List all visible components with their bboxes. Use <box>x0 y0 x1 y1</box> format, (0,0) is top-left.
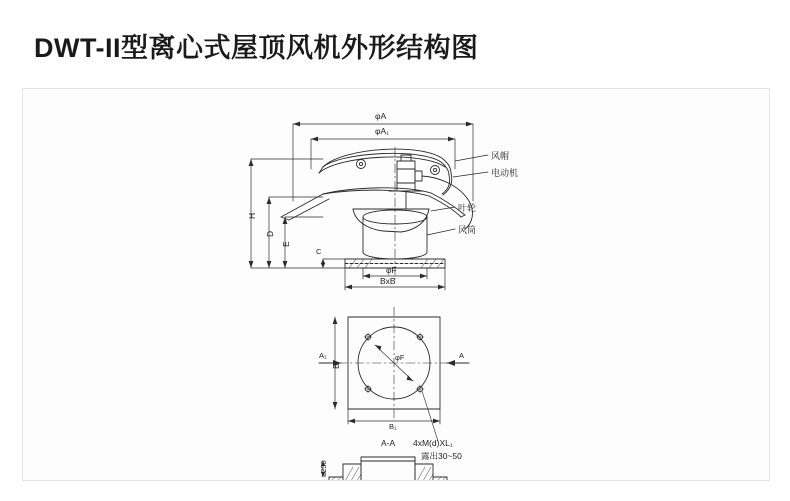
callout-impeller: 叶轮 <box>458 203 477 213</box>
label-e: E <box>281 241 291 247</box>
dim-h <box>249 159 345 268</box>
motor-body <box>397 155 422 191</box>
label-bolt-expose: 露出30~50 <box>421 451 462 461</box>
label-phi-f-plan: φF <box>395 353 405 362</box>
dim-c <box>321 259 345 268</box>
label-phi-a1: φA₁ <box>375 126 390 136</box>
label-d: D <box>265 230 275 237</box>
label-a1-plan: A₁ <box>319 351 327 360</box>
callout-motor: 电动机 <box>491 168 519 178</box>
impeller-shroud <box>281 188 465 220</box>
label-phi-a: φA <box>375 111 387 121</box>
label-section-aa: A-A <box>381 438 396 448</box>
callout-hood: 风帽 <box>491 151 510 161</box>
plan-view <box>319 307 469 441</box>
label-c: C <box>316 247 322 256</box>
label-a-plan-right: A <box>459 351 465 360</box>
callout-wind-barrel: 风筒 <box>458 225 477 235</box>
page-title: DWT-II型离心式屋顶风机外形结构图 <box>34 33 479 63</box>
label-b1-plan: B₁ <box>389 422 397 431</box>
section-hatching <box>331 467 446 480</box>
label-base-250: ≥250 <box>319 460 328 477</box>
dim-phi-a1 <box>311 137 455 169</box>
label-phi-f: φF <box>386 265 397 275</box>
label-bxb: BxB <box>380 276 396 286</box>
dim-d <box>267 197 323 268</box>
hood-mount-points <box>357 160 440 175</box>
label-bolt-note: 4xM(d)XL₁ <box>413 438 453 448</box>
label-b-plan: B <box>331 363 341 369</box>
label-h: H <box>247 212 257 219</box>
figure-frame <box>22 88 770 481</box>
